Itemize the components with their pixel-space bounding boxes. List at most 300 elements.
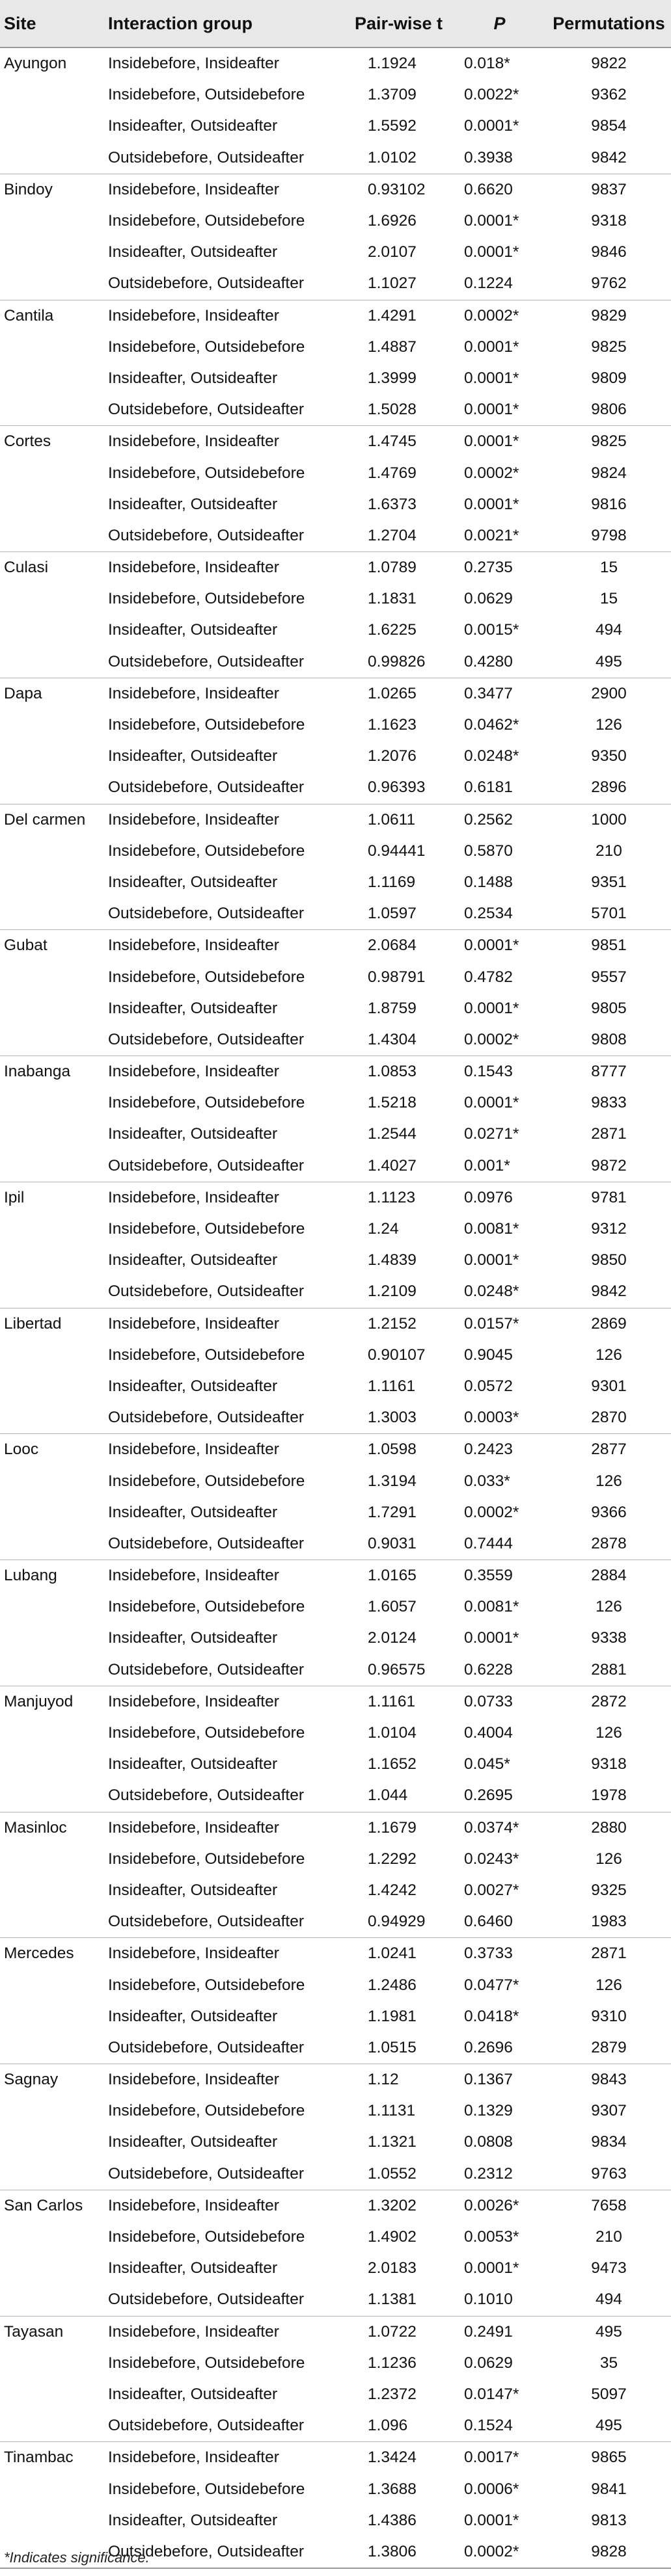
interaction-group-cell: Outsidebefore, Outsideafter [108,2417,304,2435]
site-cell [0,520,104,552]
table-row [0,1560,671,1592]
permutations-cell: 495 [596,652,622,671]
interaction-group-cell: Insidebefore, Insideafter [104,1812,345,1844]
permutations-cell: 2869 [547,1308,671,1340]
site-cell: Inabanga [0,1056,104,1088]
site-cell [0,1402,104,1434]
table-row [0,2442,671,2474]
pairwise-t-cell: 1.5218 [368,1094,417,1112]
table-row [0,174,671,206]
site-cell: Lubang [0,1560,104,1592]
pairwise-t-cell: 1.0515 [368,2038,417,2056]
interaction-group-cell: Insideafter, Outsideafter [108,1629,278,1647]
p-value-cell: 0.2735 [452,552,547,584]
table-row [0,237,671,268]
permutations-cell: 9816 [591,495,627,513]
site-cell: Tayasan [0,2316,104,2348]
permutations-cell: 126 [596,1346,622,1364]
table-row [0,1686,671,1718]
site-cell [0,1623,104,1654]
p-value-cell: 0.4280 [464,652,513,671]
permutations-cell: 9825 [591,338,627,356]
p-value-cell: 0.0002* [452,2536,547,2568]
pairwise-t-cell: 1.3999 [368,369,417,387]
pairwise-t-cell: 1.6373 [368,495,417,513]
permutations-cell: 126 [596,716,622,734]
header-site: Site [0,0,104,47]
pairwise-t-cell: 1.1981 [368,2007,417,2025]
site-cell [0,772,104,804]
table-row [0,2095,671,2127]
table-row [0,2379,671,2410]
pairwise-t-cell: 1.4386 [368,2511,417,2529]
interaction-group-cell: Outsidebefore, Outsideafter [108,2038,304,2056]
site-cell [0,1150,104,1182]
permutations-cell: 9763 [591,2164,627,2183]
pairwise-t-cell: 1.2109 [368,1282,417,1301]
table-row [0,1718,671,1749]
pairwise-t-cell: 1.4304 [368,1030,417,1048]
site-cell [0,836,104,867]
p-value-cell: 0.0976 [452,1182,547,1214]
table-row [0,1371,671,1402]
site-cell [0,741,104,772]
table-body [0,47,671,2568]
table-row [0,741,671,772]
p-value-cell: 0.0002* [464,464,519,482]
table-row [0,268,671,300]
site-cell [0,898,104,930]
p-value-cell: 0.0248* [464,1282,519,1301]
interaction-group-cell: Insidebefore, Insideafter [104,1308,345,1340]
table-row [0,1591,671,1623]
pairwise-t-cell: 1.2372 [368,2385,417,2403]
interaction-group-cell: Insidebefore, Insideafter [104,552,345,584]
permutations-cell: 9822 [547,47,671,79]
interaction-group-cell: Outsidebefore, Outsideafter [108,652,304,671]
interaction-group-cell: Insidebefore, Insideafter [104,47,345,79]
permutations-cell: 9872 [591,1156,627,1175]
interaction-group-cell: Insideafter, Outsideafter [108,2511,278,2529]
p-value-cell: 0.3938 [464,148,513,166]
table-row [0,111,671,142]
permutations-cell: 2871 [547,1938,671,1970]
table-row [0,1812,671,1844]
site-cell [0,268,104,300]
p-value-cell: 0.0001* [464,495,519,513]
interaction-group-cell: Outsidebefore, Outsideafter [108,1913,304,1931]
permutations-cell: 9301 [591,1377,627,1395]
pairwise-t-cell: 1.24 [368,1220,399,1238]
site-cell [0,489,104,520]
pairwise-t-cell: 1.0853 [345,1056,452,1088]
p-value-cell: 0.9045 [464,1346,513,1364]
permutations-cell: 9318 [591,212,627,230]
table-row [0,1214,671,1245]
p-value-cell: 0.0147* [464,2385,519,2403]
table-row [0,1402,671,1434]
p-value-cell: 0.0081* [464,1598,519,1616]
site-cell [0,2410,104,2442]
table-row [0,2505,671,2536]
interaction-group-cell: Insidebefore, Outsidebefore [108,1724,305,1742]
interaction-group-cell: Outsidebefore, Outsideafter [108,1786,304,1805]
interaction-group-cell: Insidebefore, Insideafter [104,1560,345,1592]
table-row [0,394,671,426]
p-value-cell: 0.0001* [464,2259,519,2277]
p-value-cell: 0.1543 [452,1056,547,1088]
p-value-cell: 0.7444 [464,1534,513,1552]
p-value-cell: 0.0157* [452,1308,547,1340]
pairwise-t-cell: 1.12 [345,2064,452,2096]
pairwise-t-cell: 1.4745 [345,426,452,458]
permutations-cell: 494 [596,2291,622,2309]
p-value-cell: 0.0003* [464,1409,519,1427]
site-cell: Gubat [0,930,104,962]
interaction-group-cell: Insideafter, Outsideafter [108,1125,278,1143]
permutations-cell: 15 [547,552,671,584]
permutations-cell: 9843 [547,2064,671,2096]
pairwise-t-cell: 1.0611 [345,804,452,836]
interaction-group-cell: Outsidebefore, Outsideafter [108,526,304,544]
header-interaction-group: Interaction group [104,0,345,47]
table-row [0,1528,671,1560]
site-cell [0,394,104,426]
interaction-group-cell: Insidebefore, Outsidebefore [108,1976,305,1994]
permutations-cell: 2881 [591,1660,627,1679]
interaction-group-cell: Insidebefore, Outsidebefore [108,1346,305,1364]
p-value-cell: 0.0001* [452,426,547,458]
interaction-group-cell: Insidebefore, Outsidebefore [108,2228,305,2246]
pairwise-t-cell: 1.3709 [368,86,417,104]
site-cell [0,1718,104,1749]
p-value-cell: 0.0001* [452,930,547,962]
interaction-group-cell: Insidebefore, Outsidebefore [108,1220,305,1238]
permutations-cell: 1000 [547,804,671,836]
site-cell [0,332,104,363]
pairwise-t-cell: 0.98791 [368,968,426,986]
pairwise-t-cell: 1.4902 [368,2228,417,2246]
interaction-group-cell: Insidebefore, Outsidebefore [108,86,305,104]
interaction-group-cell: Insideafter, Outsideafter [108,747,278,765]
site-cell: Manjuyod [0,1686,104,1718]
permutations-cell: 9865 [547,2442,671,2474]
table-row [0,1749,671,1780]
table-row [0,898,671,930]
pairwise-t-cell: 2.0684 [345,930,452,962]
site-cell [0,1340,104,1371]
p-value-cell: 0.5870 [464,842,513,860]
permutations-cell: 126 [596,1724,622,1742]
table-row [0,1623,671,1654]
interaction-group-cell: Outsidebefore, Outsideafter [108,905,304,923]
permutations-cell: 9829 [547,300,671,332]
interaction-group-cell: Outsidebefore, Outsideafter [108,1282,304,1301]
interaction-group-cell: Insidebefore, Insideafter [104,174,345,206]
permutations-cell: 126 [596,1598,622,1616]
site-cell [0,2095,104,2127]
site-cell: San Carlos [0,2190,104,2222]
site-cell [0,79,104,111]
interaction-group-cell: Insidebefore, Insideafter [104,2064,345,2096]
interaction-group-cell: Outsidebefore, Outsideafter [108,148,304,166]
interaction-group-cell: Insideafter, Outsideafter [108,2259,278,2277]
pairwise-t-cell: 2.0183 [368,2259,417,2277]
pairwise-t-cell: 1.3806 [345,2536,452,2568]
table-row [0,1340,671,1371]
interaction-group-cell: Outsidebefore, Outsideafter [108,2164,304,2183]
table-row [0,2253,671,2284]
interaction-group-cell: Insidebefore, Insideafter [104,2316,345,2348]
table-row [0,1308,671,1340]
permutations-cell: 9362 [591,86,627,104]
pairwise-t-cell: 1.5592 [368,117,417,135]
interaction-group-cell: Insidebefore, Outsidebefore [108,212,305,230]
table-row [0,2348,671,2379]
site-cell [0,363,104,394]
interaction-group-cell: Insideafter, Outsideafter [108,1377,278,1395]
pairwise-t-cell: 1.6225 [368,621,417,639]
p-value-cell: 0.0462* [464,716,519,734]
pairwise-t-cell: 0.94441 [368,842,426,860]
interaction-group-cell: Insideafter, Outsideafter [108,495,278,513]
pairwise-t-cell: 0.9031 [368,1534,417,1552]
interaction-group-cell: Insidebefore, Insideafter [104,1686,345,1718]
p-value-cell: 0.0374* [452,1812,547,1844]
site-cell [0,2473,104,2504]
interaction-group-cell: Insideafter, Outsideafter [108,1755,278,1773]
site-cell: Mercedes [0,1938,104,1970]
site-cell [0,1024,104,1056]
permutations-cell: 35 [599,2354,618,2372]
table-row [0,79,671,111]
p-value-cell: 0.2562 [452,804,547,836]
table-row [0,332,671,363]
permutations-cell: 9805 [591,999,627,1017]
pairwise-t-cell: 1.044 [368,1786,408,1805]
p-value-cell: 0.0053* [464,2228,519,2246]
table-row [0,2316,671,2348]
site-cell [0,1780,104,1812]
table-row [0,2127,671,2158]
permutations-cell: 8777 [547,1056,671,1088]
p-value-cell: 0.1010 [464,2291,513,2309]
pairwise-t-cell: 1.1236 [368,2354,417,2372]
header-pairwise-t: Pair-wise t [345,0,452,47]
site-cell [0,1844,104,1875]
interaction-group-cell: Insidebefore, Insideafter [104,678,345,710]
pairwise-t-cell: 1.1131 [368,2102,416,2120]
p-value-cell: 0.0017* [452,2442,547,2474]
table-row [0,206,671,237]
interaction-group-cell: Insideafter, Outsideafter [108,2385,278,2403]
table-row [0,1182,671,1214]
permutations-cell: 9312 [591,1220,627,1238]
p-value-cell: 0.0001* [464,401,519,419]
site-cell [0,111,104,142]
pairwise-t-cell: 1.0241 [345,1938,452,1970]
interaction-group-cell: Insidebefore, Outsidebefore [108,464,305,482]
pairwise-t-cell: 1.1169 [368,873,416,891]
p-value-cell: 0.6620 [452,174,547,206]
table-row [0,363,671,394]
permutations-cell: 2880 [547,1812,671,1844]
interaction-group-cell: Insideafter, Outsideafter [108,2133,278,2151]
table-row [0,1150,671,1182]
p-value-cell: 0.0629 [464,2354,513,2372]
permutations-cell: 210 [596,2228,622,2246]
p-value-cell: 0.3477 [452,678,547,710]
permutations-cell: 9325 [591,1881,627,1899]
pairwise-t-cell: 1.2292 [368,1850,417,1868]
p-value-cell: 0.0021* [464,526,519,544]
pairwise-t-cell: 1.4839 [368,1251,417,1269]
p-value-cell: 0.0243* [464,1850,519,1868]
p-value-cell: 0.6228 [464,1660,513,1679]
pairwise-t-cell: 1.1924 [345,47,452,79]
interaction-group-cell: Outsidebefore, Outsideafter [108,1156,304,1175]
site-cell [0,2379,104,2410]
permutations-cell: 9828 [547,2536,671,2568]
table-row [0,142,671,174]
permutations-cell: 9813 [591,2511,627,2529]
pairwise-t-cell: 1.2704 [368,526,417,544]
p-value-cell: 0.033* [464,1472,510,1490]
site-cell [0,2127,104,2158]
site-cell [0,2222,104,2253]
pairwise-t-cell: 1.4769 [368,464,417,482]
permutations-cell: 9851 [547,930,671,962]
permutations-cell: 9557 [591,968,627,986]
permutations-cell: 9834 [591,2133,627,2151]
p-value-cell: 0.2491 [452,2316,547,2348]
interaction-group-cell: Outsidebefore, Outsideafter [108,1660,304,1679]
table-row [0,1024,671,1056]
pairwise-t-cell: 1.1161 [368,1377,416,1395]
table-row [0,678,671,710]
site-cell [0,1497,104,1528]
site-cell: Cantila [0,300,104,332]
pairwise-t-cell: 1.4027 [368,1156,417,1175]
permutations-cell: 126 [596,1976,622,1994]
header-row [0,0,671,47]
p-value-cell: 0.0006* [464,2480,519,2498]
permutations-cell: 9841 [591,2480,627,2498]
pairwise-t-cell: 1.1161 [345,1686,452,1718]
interaction-group-cell: Insideafter, Outsideafter [108,117,278,135]
p-value-cell: 0.0001* [464,1251,519,1269]
pairwise-t-cell: 0.94929 [368,1913,426,1931]
table-row [0,2064,671,2096]
permutations-cell: 2871 [591,1125,627,1143]
pairwise-t-cell: 1.1381 [368,2291,417,2309]
pairwise-t-cell: 1.1652 [368,1755,417,1773]
header-p-value: P [452,0,547,47]
table-row [0,1276,671,1308]
table-row [0,1087,671,1119]
interaction-group-cell: Insidebefore, Outsidebefore [108,2480,305,2498]
p-value-cell: 0.001* [464,1156,510,1175]
site-cell [0,2505,104,2536]
p-value-cell: 0.0001* [464,212,519,230]
table-row [0,1780,671,1812]
pairwise-t-cell: 1.2544 [368,1125,417,1143]
p-value-cell: 0.045* [464,1755,510,1773]
pairwise-t-cell: 1.1679 [345,1812,452,1844]
table-row [0,2032,671,2064]
interaction-group-cell: Insidebefore, Outsidebefore [108,1472,305,1490]
permutations-cell: 9307 [591,2102,627,2120]
table-row [0,2473,671,2504]
interaction-group-cell: Outsidebefore, Outsideafter [108,778,304,797]
table-row [0,2190,671,2222]
p-value-cell: 0.0002* [452,300,547,332]
permutations-cell: 2900 [547,678,671,710]
table-row [0,1119,671,1150]
interaction-group-cell: Insidebefore, Insideafter [104,1056,345,1088]
site-cell: Sagnay [0,2064,104,2096]
site-cell [0,993,104,1024]
site-cell [0,2284,104,2316]
interaction-group-cell: Insidebefore, Outsidebefore [108,338,305,356]
table-row [0,489,671,520]
interaction-group-cell: Insidebefore, Insideafter [104,300,345,332]
pairwise-t-cell: 2.0107 [368,243,417,261]
pairwise-t-cell: 1.3202 [345,2190,452,2222]
interaction-group-cell: Insidebefore, Outsidebefore [108,1850,305,1868]
table-row [0,615,671,646]
table-row [0,1497,671,1528]
site-cell [0,1749,104,1780]
table-row [0,552,671,584]
permutations-cell: 15 [599,590,618,608]
p-value-cell: 0.1488 [464,873,513,891]
p-value-cell: 0.0027* [464,1881,519,1899]
site-cell [0,1969,104,2000]
interaction-group-cell: Insidebefore, Outsidebefore [108,590,305,608]
site-cell [0,1528,104,1560]
permutations-cell: 9338 [591,1629,627,1647]
interaction-group-cell: Insidebefore, Outsidebefore [108,968,305,986]
site-cell [0,1087,104,1119]
p-value-cell: 0.0001* [464,243,519,261]
site-cell [0,2348,104,2379]
permutations-cell: 2872 [547,1686,671,1718]
site-cell [0,206,104,237]
p-value-cell: 0.2312 [464,2164,513,2183]
p-value-cell: 0.2696 [464,2038,513,2056]
table-row [0,1434,671,1466]
table-row [0,426,671,458]
permutations-cell: 9837 [547,174,671,206]
table-row [0,1875,671,1906]
p-value-cell: 0.3559 [452,1560,547,1592]
permutations-cell: 494 [596,621,622,639]
p-value-cell: 0.1367 [452,2064,547,2096]
permutations-cell: 1978 [591,1786,627,1805]
pairwise-t-cell: 1.0165 [345,1560,452,1592]
permutations-cell: 2870 [591,1409,627,1427]
table-row [0,772,671,804]
site-cell [0,237,104,268]
permutations-cell: 9351 [591,873,627,891]
permutations-cell: 2884 [547,1560,671,1592]
site-cell [0,1371,104,1402]
table-row [0,520,671,552]
pairwise-t-cell: 1.0597 [368,905,417,923]
site-cell: Cortes [0,426,104,458]
pairwise-t-cell: 1.1123 [345,1182,452,1214]
